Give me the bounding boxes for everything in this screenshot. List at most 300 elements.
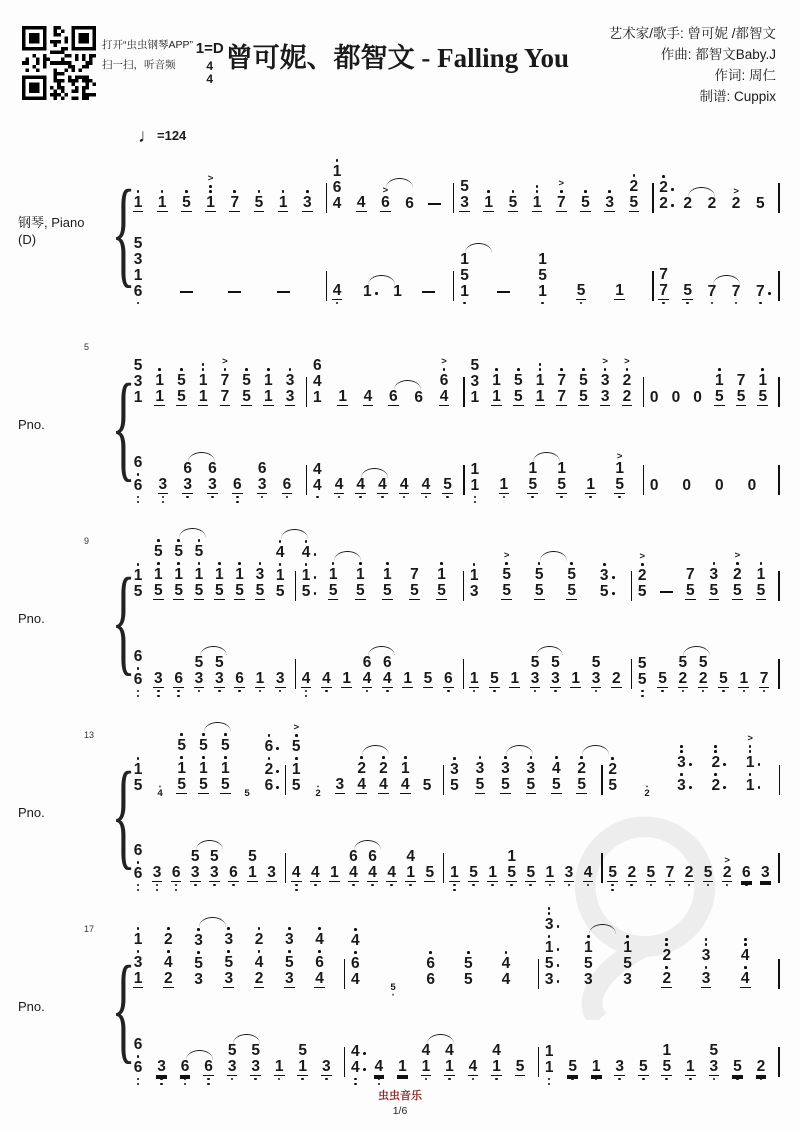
note-body [203, 1059, 214, 1076]
note-token [585, 477, 597, 506]
chord-note [282, 477, 293, 493]
note-body [658, 173, 669, 212]
note-number: 5 [133, 582, 143, 600]
staff-right-hand [300, 540, 464, 612]
note-number: 5 [683, 281, 693, 299]
chord-note [470, 358, 481, 374]
note-number: 4 [312, 372, 322, 390]
chord-note [207, 477, 218, 493]
grand-staff-system [10, 152, 782, 312]
note-body [626, 865, 637, 882]
note-body [152, 865, 163, 882]
key-signature [196, 40, 224, 85]
chord-note [684, 865, 695, 881]
note-number: 1 [535, 371, 545, 389]
note-number: 3 [285, 371, 295, 389]
note-body [234, 560, 245, 600]
chord-note [405, 849, 416, 865]
note-number: 1 [206, 193, 215, 211]
note-number: 1 [460, 250, 469, 268]
note-body [329, 865, 340, 882]
note-number: 6 [133, 841, 143, 859]
chord-note [491, 389, 502, 405]
dash-note [422, 291, 435, 293]
below-dots [630, 882, 633, 894]
note-body [614, 283, 625, 300]
note-number: 7 [659, 265, 668, 283]
octave-dots [213, 882, 216, 889]
note-body [525, 865, 536, 882]
chord-note [274, 1059, 285, 1075]
note-body [745, 743, 756, 793]
octave-dots [295, 882, 298, 894]
note-body [302, 188, 313, 212]
qr-caption-line2: 扫一扫，听音频 [102, 58, 176, 71]
tie-arc [200, 646, 227, 656]
chord-note [475, 777, 486, 793]
chord-note [367, 865, 378, 881]
chord-note [390, 982, 397, 992]
below-dots [231, 1076, 234, 1088]
note-token [341, 671, 353, 700]
below-dots [425, 494, 428, 506]
measure [541, 915, 782, 1088]
barline [538, 1047, 540, 1077]
chord-note [133, 649, 144, 672]
note-number: 6 [312, 356, 322, 374]
note-body [470, 358, 481, 406]
note-number: 5 [709, 1041, 719, 1059]
measure [634, 540, 782, 700]
chord-note [537, 284, 548, 300]
chord-note [692, 390, 703, 406]
note-body [163, 925, 174, 988]
octave-dots [352, 882, 355, 889]
chord-note [661, 936, 672, 964]
note-number: 7 [707, 282, 717, 300]
note-token [721, 854, 733, 894]
measure [130, 346, 309, 506]
chord-note [264, 732, 275, 755]
note-number: 1 [745, 755, 756, 771]
octave-dots [580, 300, 583, 307]
chord-note [470, 390, 481, 406]
note-number: 1 [198, 371, 208, 389]
note-token [474, 754, 486, 806]
note-token [566, 560, 578, 612]
note-token [436, 560, 448, 612]
note-number: 5 [515, 1057, 525, 1075]
staff-right-hand [311, 346, 465, 418]
note-token [469, 358, 481, 418]
chord-note [133, 358, 144, 374]
note-number: 1 [220, 759, 230, 777]
note-number: 4 [157, 787, 163, 799]
note-number: 1 [264, 371, 273, 389]
chord-note [500, 777, 511, 793]
note-token [250, 1043, 262, 1088]
chord-note [244, 788, 251, 798]
chord-note [133, 755, 144, 778]
note-body [153, 671, 164, 688]
note-body [578, 366, 589, 406]
note-token [367, 849, 379, 894]
note-token [283, 925, 295, 1000]
note-number: 5 [291, 776, 301, 794]
tie-arc [233, 1034, 260, 1044]
note-number: 5 [425, 863, 435, 881]
chord-note [350, 1044, 361, 1060]
octave-dots [711, 300, 714, 307]
octave-dots [157, 688, 160, 700]
note-body [583, 865, 594, 882]
octave-dots [722, 688, 725, 695]
chord-note [171, 865, 182, 881]
tie-arc [589, 924, 616, 934]
qr-caption [102, 36, 196, 76]
dash-note [228, 291, 241, 293]
below-dots [160, 1076, 163, 1088]
note-number: 1 [133, 193, 143, 211]
note-token [713, 478, 725, 506]
note-body [707, 196, 718, 212]
staff-left-hand [331, 246, 454, 312]
barline [538, 959, 540, 989]
note-number: 1 [492, 1057, 501, 1075]
below-dots [661, 688, 664, 700]
grand-staff-system [10, 341, 782, 506]
note-number: 1 [499, 475, 509, 493]
note-token [706, 196, 718, 224]
note-number: 3 [321, 1057, 331, 1075]
staff-left-hand [132, 634, 296, 700]
note-number: 5 [423, 669, 433, 687]
note-body [291, 732, 302, 794]
note-number: 3 [599, 568, 610, 584]
below-dots [381, 494, 384, 506]
note-token [347, 849, 359, 894]
chord-note [154, 366, 165, 389]
chord-note [133, 672, 144, 688]
below-dots [669, 882, 672, 894]
chord-note [332, 157, 343, 180]
note-token [661, 936, 673, 999]
note-body [133, 1037, 144, 1076]
note-body [732, 560, 743, 600]
note-number: 1 [615, 281, 624, 299]
note-body [566, 560, 577, 600]
note-token [197, 361, 209, 418]
chord-note [576, 283, 587, 299]
chord-note [678, 671, 689, 687]
note-token [590, 1059, 602, 1088]
staff-left-hand [311, 440, 465, 506]
chord-note [382, 583, 393, 599]
below-dots [352, 882, 355, 894]
note-token [266, 865, 278, 894]
note-number: 7 [230, 193, 240, 211]
note-token [226, 1043, 238, 1088]
note-token [132, 925, 144, 1000]
note-token [746, 478, 758, 506]
note-token [607, 755, 619, 806]
note-token [706, 284, 718, 312]
below-dots [211, 494, 214, 506]
staff-right-hand [290, 722, 444, 806]
note-token [684, 1059, 696, 1088]
chord-note [459, 268, 470, 284]
note-number: 5 [174, 542, 183, 560]
note-number: 7 [685, 565, 695, 583]
note-number: 5 [220, 775, 230, 793]
note-number: 1 [591, 1057, 601, 1075]
note-token [162, 925, 174, 1000]
note-number: 4 [400, 775, 410, 793]
note-body [220, 731, 231, 794]
octave-dots [618, 1076, 621, 1083]
header [0, 0, 800, 108]
octave-dots [531, 494, 534, 501]
chord-note [220, 754, 231, 777]
below-dots [371, 882, 374, 894]
note-number: 5 [450, 776, 459, 794]
note-token [274, 671, 286, 700]
chord-note [759, 671, 770, 687]
chord-note [591, 1059, 602, 1075]
note-body [722, 865, 733, 882]
note-number: 5 [534, 565, 544, 583]
octave-dots [232, 882, 235, 889]
note-body [491, 1043, 502, 1076]
chord-note [378, 754, 389, 777]
below-dots [568, 882, 571, 894]
chord-note [234, 583, 245, 599]
note-token [657, 671, 669, 700]
note-token [132, 755, 144, 806]
octave-dots [689, 1076, 692, 1083]
note-body [515, 1059, 526, 1076]
note-body [374, 1059, 385, 1076]
barline [443, 853, 445, 883]
note-number: 1 [342, 669, 352, 687]
note-body [567, 1059, 578, 1076]
below-dots [198, 688, 201, 700]
chord-note [468, 865, 479, 881]
note-body [266, 865, 277, 882]
note-number: 1 [623, 938, 632, 956]
chord-note [678, 655, 689, 671]
augmentation-dot [276, 786, 279, 789]
note-number: 3 [761, 863, 770, 881]
chord-note [133, 561, 144, 584]
octave-dots [279, 688, 282, 695]
below-dots [611, 882, 614, 894]
note-number: 6 [133, 1035, 143, 1053]
octave-dots [726, 882, 729, 889]
note-token [402, 671, 414, 700]
chord-note [264, 778, 275, 794]
note-token [273, 1059, 285, 1088]
octave-dots [568, 882, 571, 889]
tie-arc [204, 722, 231, 732]
below-dots [157, 688, 160, 700]
note-body [153, 537, 164, 600]
note-token [658, 173, 670, 224]
note-token [702, 865, 714, 894]
note-number: 3 [210, 863, 219, 881]
below-dots [446, 494, 449, 506]
chord-note [301, 584, 312, 600]
chord-note [629, 195, 640, 211]
note-token [361, 284, 373, 312]
chord-note [570, 671, 581, 687]
note-number: 2 [612, 669, 621, 687]
note-token [628, 172, 640, 224]
note-number: 0 [671, 388, 681, 406]
note-number: 3 [158, 475, 168, 493]
chord-note [709, 560, 720, 583]
note-token [497, 291, 510, 312]
note-token [309, 865, 321, 894]
staff-left-hand [132, 234, 327, 312]
note-token [180, 291, 193, 312]
note-number: 3 [460, 193, 469, 211]
note-token [622, 933, 634, 1000]
note-number: 1 [157, 193, 167, 211]
chord-note [163, 971, 174, 987]
chord-note [291, 865, 302, 881]
note-token [132, 358, 144, 418]
note-number: 2 [658, 196, 669, 212]
note-body [469, 671, 480, 688]
note-number: 5 [637, 654, 647, 672]
chord-note [676, 743, 687, 771]
chord-note [332, 196, 343, 212]
note-body [350, 926, 361, 988]
note-body [227, 1043, 238, 1076]
note-token [314, 784, 321, 806]
chord-note [459, 252, 470, 268]
below-dots [403, 494, 406, 506]
note-token [132, 188, 144, 224]
note-number: 6 [233, 475, 242, 493]
tie-arc [683, 646, 710, 656]
note-body [491, 366, 502, 406]
measure [130, 734, 288, 894]
chord-note [537, 268, 548, 284]
note-number: 5 [551, 775, 561, 793]
chord-note [637, 584, 648, 600]
note-number: 5 [581, 193, 590, 211]
chord-note [470, 478, 481, 494]
note-body [732, 1059, 743, 1076]
note-number: 1 [133, 930, 143, 948]
note-body [644, 784, 651, 798]
note-number: 5 [244, 787, 250, 799]
chord-note [709, 1059, 720, 1075]
note-token [422, 291, 435, 312]
note-body [607, 865, 618, 882]
note-body [275, 538, 286, 600]
note-token [754, 196, 766, 224]
chord-note [133, 971, 144, 987]
note-body [377, 477, 388, 494]
note-body [321, 1059, 332, 1076]
note-number: 1 [445, 1057, 454, 1075]
note-token [213, 655, 225, 700]
chord-note [214, 671, 225, 687]
note-body [156, 1059, 167, 1076]
note-number: 3 [591, 669, 601, 687]
barline [306, 465, 308, 495]
note-number: 5 [227, 1041, 237, 1059]
note-body [234, 671, 245, 688]
note-token [556, 461, 568, 506]
augmentation-dot [768, 292, 771, 295]
note-number: 1 [739, 669, 749, 687]
chord-note [392, 284, 403, 300]
note-body [285, 366, 296, 406]
note-body [180, 1059, 191, 1076]
note-number: 5 [214, 581, 224, 599]
note-body [671, 390, 682, 406]
note-body [532, 183, 543, 212]
accent-mark: > [558, 177, 565, 189]
chord-note [198, 731, 209, 754]
chord-note [545, 865, 556, 881]
barline [778, 271, 780, 301]
chord-note [133, 374, 144, 390]
chord-note [275, 538, 286, 561]
below-dots [137, 300, 140, 312]
note-token [621, 355, 633, 418]
chord-note [556, 188, 567, 211]
accent-mark: > [624, 355, 630, 367]
note-number: 7 [220, 387, 230, 405]
augmentation-dot [363, 1068, 366, 1071]
note-number: 5 [220, 736, 230, 754]
octave-dots [403, 494, 406, 501]
note-number: 5 [182, 193, 191, 211]
barline [778, 571, 780, 601]
barline [453, 271, 455, 301]
note-number: 4 [492, 1041, 501, 1059]
note-number: 1 [469, 566, 479, 584]
chord-note [205, 183, 216, 211]
chord-note [194, 655, 205, 671]
augmentation-dot [689, 763, 692, 766]
below-dots [618, 494, 621, 506]
chord-note [718, 671, 729, 687]
barline [601, 765, 603, 795]
chord-note [378, 777, 389, 793]
note-body [422, 778, 433, 794]
credits [569, 24, 776, 108]
chord-note [591, 655, 602, 671]
chord-note [335, 777, 346, 793]
note-number: 3 [475, 759, 485, 777]
measure [288, 722, 446, 894]
note-body [314, 925, 325, 988]
octave-dots [554, 688, 557, 695]
chord-note [459, 195, 470, 211]
note-number: 1 [255, 669, 265, 687]
note-body [556, 461, 567, 494]
note-number: 1 [275, 566, 285, 584]
chord-note [637, 561, 648, 584]
note-number: 3 [470, 372, 480, 390]
note-number: 5 [658, 669, 667, 687]
